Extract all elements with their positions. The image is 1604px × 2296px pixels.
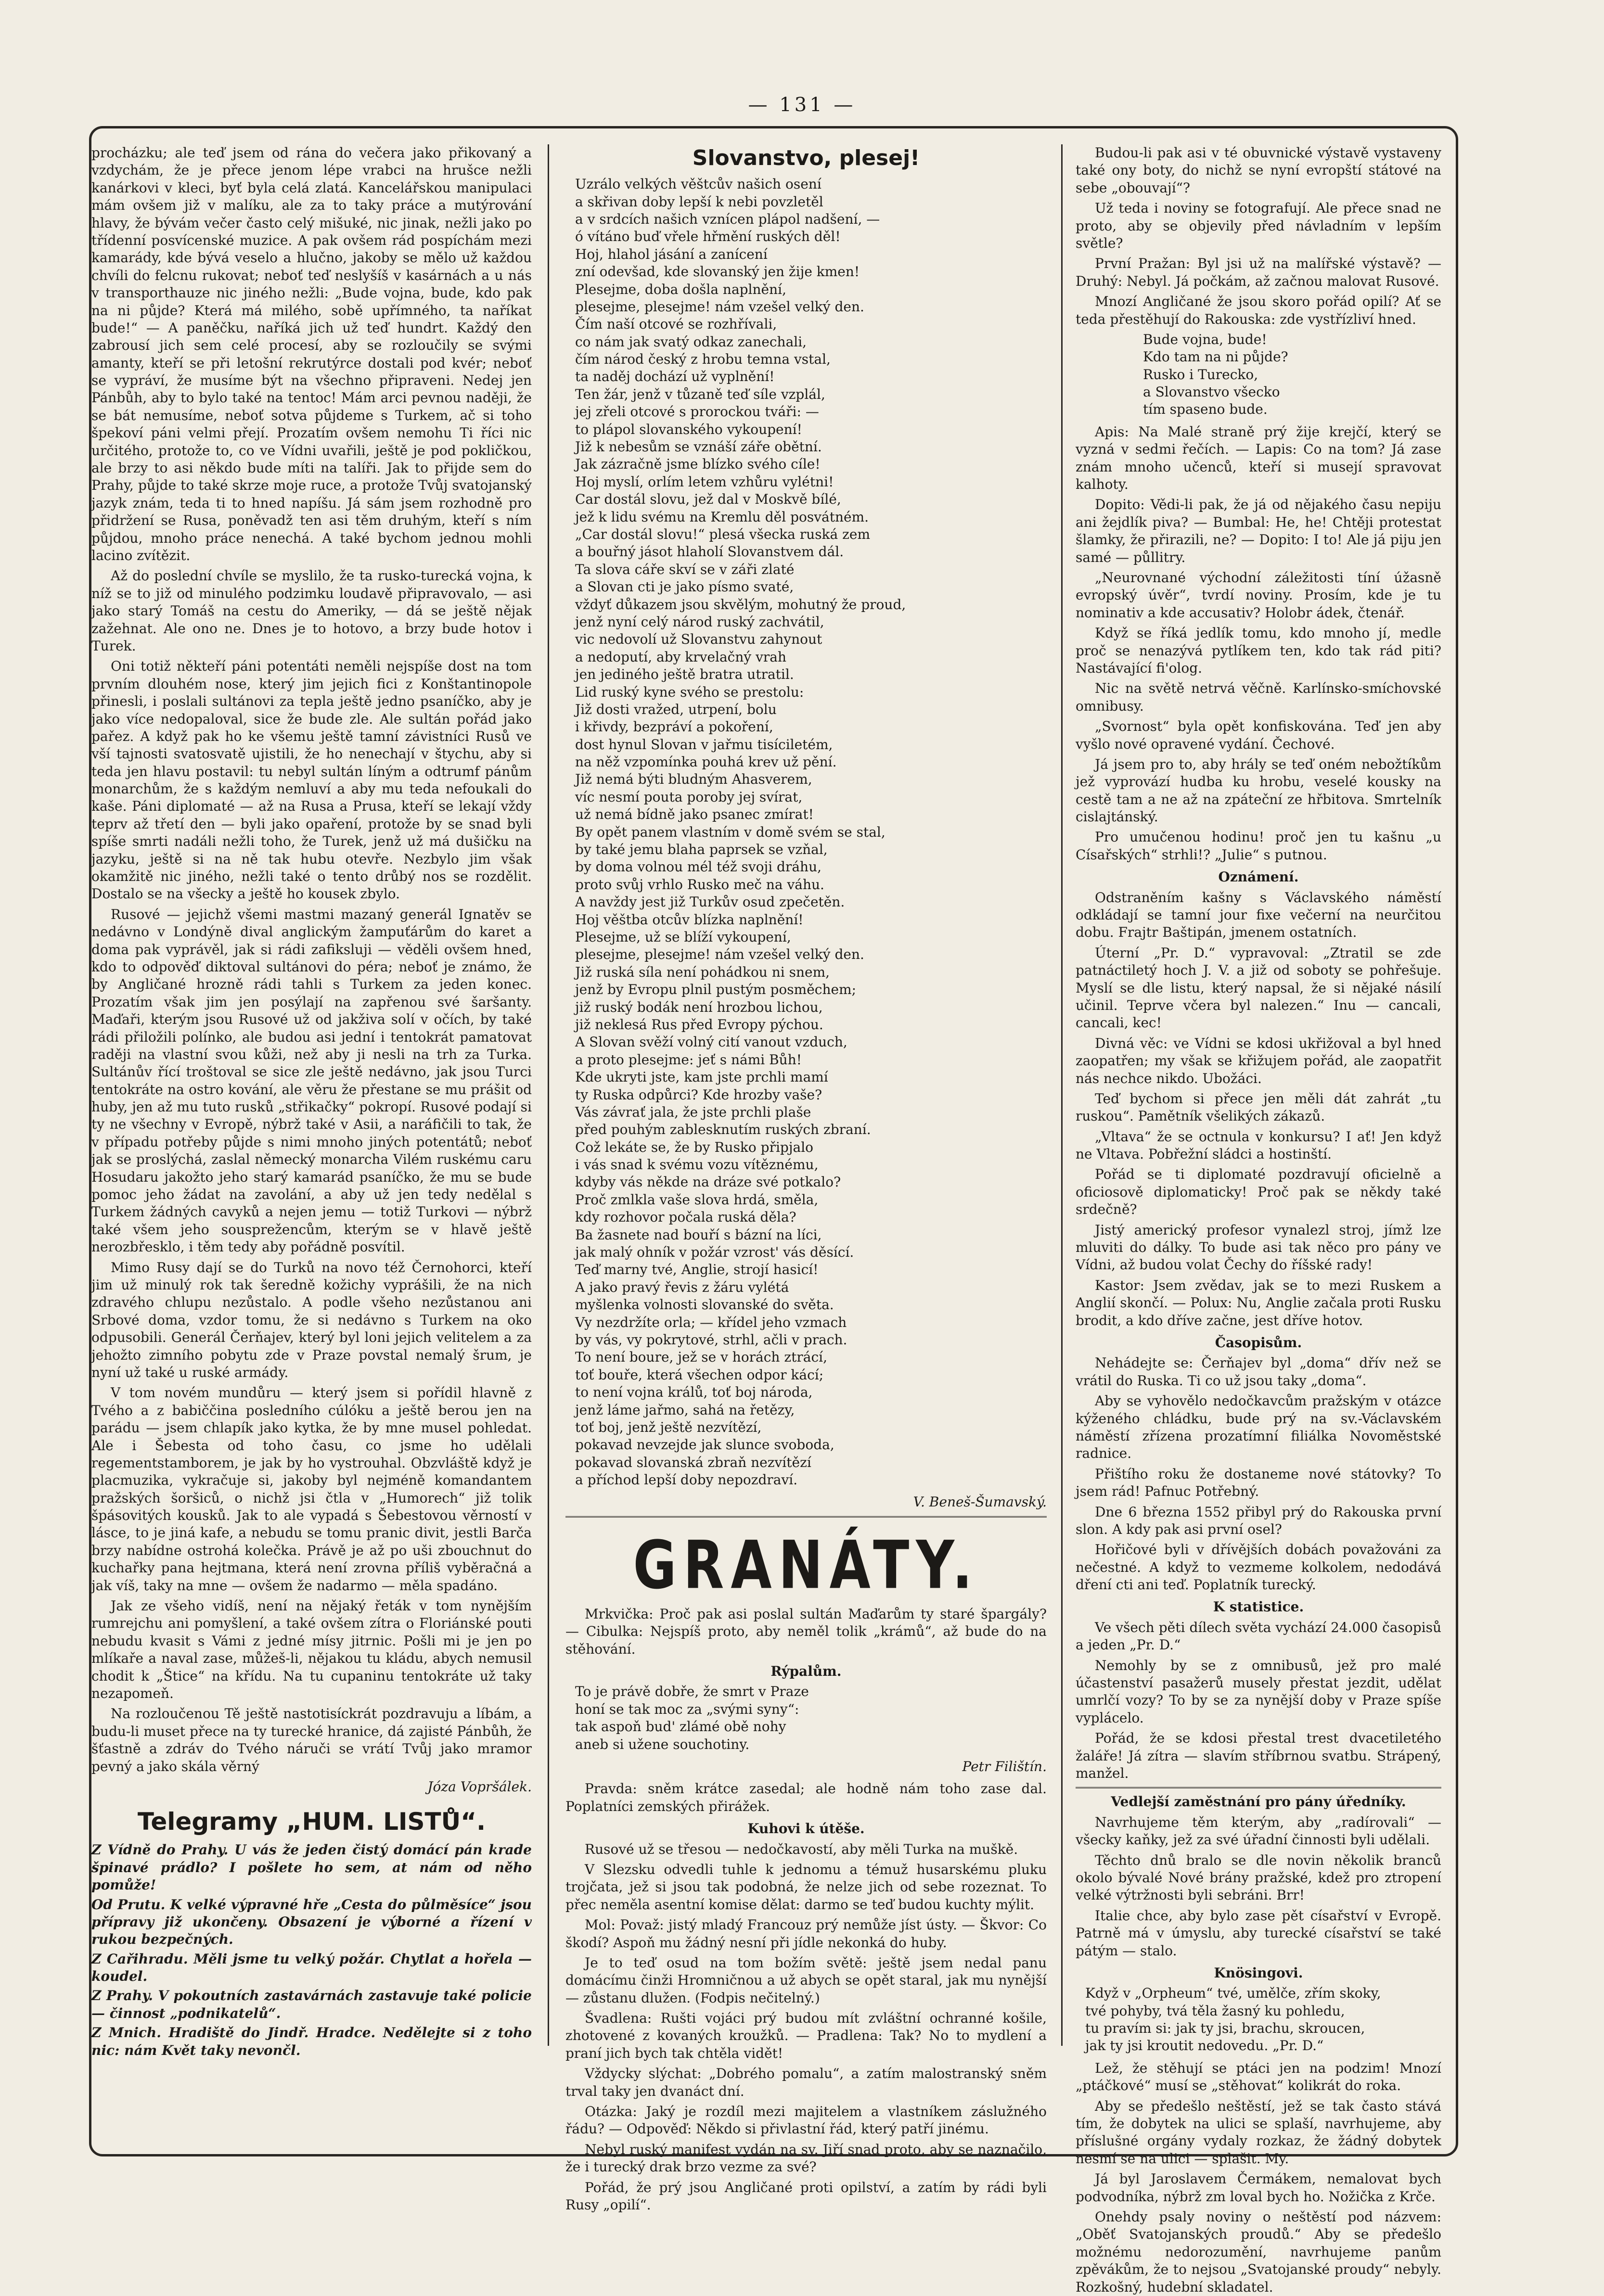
joke-paragraph: Lež, že stěhují se ptáci jen na podzim! Mnozí „ptáčkové“ musí se „stěhovat“ kolikrát do roka. bbox=[1076, 2060, 1441, 2094]
joke-subhead: Rýpalům. bbox=[770, 1663, 842, 1680]
joke-subhead: Časopisům. bbox=[1215, 1335, 1302, 1351]
joke-paragraph: Úterní „Pr. D.“ vypravoval: „Ztratil se zde patnáctiletý hoch J. V. a již od soboty se pohřešuje. Myslí se dle listu, který napsal, že si nějaké násilí učinil. Teprve včera byl nalezen.“ Inu — cancali, cancali, kec! bbox=[1076, 944, 1441, 1031]
poem-line: Vás závrať jala, že jste prchli plaše bbox=[575, 1104, 811, 1120]
poem-author: V. Beneš-Šumavský. bbox=[913, 1494, 1047, 1510]
joke-paragraph: Onehdy psaly noviny o neštěstí pod názvem: „Oběť Svatojanských proudů.“ Aby se předešlo možnému nedorozumění, navrhujeme panům zpěvákům, že to nejsou „Svatojanské proudy“ nebyly. Rozkošný, hudební skladatel. bbox=[1076, 2208, 1441, 2295]
joke-paragraph: Je to teď osud na tom božím světě: ještě jsem nedal panu domácímu činži Hromničnou a už abych se opět staral, jak mu nynější — zůstanu dlužen. (Fodpis nečitelný.) bbox=[565, 1954, 1047, 2006]
column-rule-2 bbox=[1061, 144, 1063, 2046]
telegram-item: Z Prahy. V pokoutních zastavárnách zastavuje také policie — činnost „podnikatelů“. bbox=[91, 1988, 532, 2021]
poem-line: Vy nezdržíte orla; — křídel jeho vzmach bbox=[575, 1314, 847, 1330]
poem-line: a bouřný jásot hlaholí Slovanstvem dál. bbox=[575, 544, 844, 560]
poem-line: Ba žasnete nad bouří s bázní na líci, bbox=[575, 1226, 822, 1243]
poem-line: vic nedovolí už Slovanstvu zahynout bbox=[575, 631, 822, 648]
joke-paragraph: Pořád, že prý jsou Angličané proti opilství, a zatím by rádi byli Rusy „opilí“. bbox=[565, 2179, 1047, 2213]
joke-paragraph: Pořád, že se kdosi přestal trest dvacetiletého žaláře! Já zítra — slavím stříbrnou svatbu. Strápený, manžel. bbox=[1076, 1730, 1441, 1781]
joke-paragraph: Švadlena: Rušti vojáci prý budou mít zvláštní ochranné košile, zhotovené z kovaných kroužků. — Pradlena: Tak? No to mydlení a praní jich bych tak chtěla vidět! bbox=[565, 2010, 1047, 2061]
joke-paragraph: Já byl Jaroslavem Čermákem, nemalovat bych podvodníka, nýbrž zm loval bych ho. Nožička z Krče. bbox=[1076, 2171, 1441, 2205]
letter-paragraph: procházku; ale teď jsem od rána do večera jako přikovaný a vzdychám, že je přece jenom lépe vrabci na hrušce nežli kanárkovi v kleci, byť byla celá zlatá. Kancelářskou manipulaci mám ovšem již v malíku, ale za to taky práce a mutýrování hlavy, že bývám večer často celý mišuké, nic jinak, nežli jako po třídenní posvícenské muzice. A pak ovšem rád pospíchám mezi kamarády, kde bývá veselo a hlučno, jakoby se mělo už každou chvíli do felcnu rukovat; neboť teď neslyšíš v kasárnách a u nás v transporthauze nic jiného nežli: „Bude vojna, bude, kdo pak na ni půjde? Která má milého, sobě upřímného, ta naříkat bude!“ — A paněčku, naříká jich už teď hundrt. Každý den zabrousí jich sem celé procesí, aby se rozloučily se svými amanty, kteří se při letošní rekrutýrce dostali pod kvér; neboť se vypráví, že musíme být na všechno připraveni. Nedej jen Pánbůh, aby to bylo také na tentoc! Mám arci pevnou naději, že se bát nemusíme, neboť sotva půjdeme s Turkem, ač si toho špekoví páni velmi přejí. Prozatím ovšem nemohu Ti říci nic určitého, protože to, co ve Vídni uvařili, ještě je pod pokličkou, ale brzy to asi někdo bude míti na talíři. Jak to přijde sem do Prahy, půjde to také skrze moje ruce, a protože Tvůj svatojanský jazyk znám, teda ti to hned napíšu. Já sám jsem rozhodně pro přidržení se Rusa, poněvadž ten asi těm druhým, kteří s ním půjdou, mnoho práce nenechá. A také bychom jednou mohli lacino zvítězit. bbox=[91, 145, 532, 563]
joke-paragraph: „Svornost“ byla opět konfiskována. Teď jen aby vyšlo nové opravené vydání. Čechové. bbox=[1076, 718, 1441, 752]
telegrams-title: Telegramy „HUM. LISTŮ“. bbox=[137, 1808, 486, 1836]
poem-line: to plápol slovanského vykoupení! bbox=[575, 421, 802, 437]
poem-line: Hoj myslí, orlím letem vzhůru vylétni! bbox=[575, 473, 834, 490]
poem-line: co nám jak svatý odkaz zanechali, bbox=[575, 333, 807, 350]
poem-title: Slovanstvo, plesej! bbox=[692, 146, 920, 170]
joke-paragraph: Jistý americký profesor vynalezl stroj, jímž lze mluviti do dálky. To bude asi tak něco pro pány ve Vídni, až budou volat Čechy do říšské rady! bbox=[1076, 1222, 1441, 1273]
poem-line: tvé pohyby, tvá těla žasný ku pohledu, bbox=[1085, 2003, 1345, 2019]
telegram-item: Z Cařihradu. Měli jsme tu velký požár. Chytlat a hořela — koudel. bbox=[91, 1951, 532, 1985]
joke-paragraph: Pravda: sněm krátce zasedal; ale hodně nám toho zase dal. Poplatníci zemských přirážek. bbox=[565, 1781, 1047, 1814]
poem-line: Bude vojna, bude! bbox=[1143, 331, 1267, 347]
joke-paragraph: V Slezsku odvedli tuhle k jednomu a témuž husarskému pluku trojčata, jež si jsou tak podobná, že nelze jich od sebe rozeznat. To přec neměla asentní komise dělat: darmo se teď budou kuchty mýlit. bbox=[565, 1861, 1047, 1913]
poem-line: Proč zmlkla vaše slova hrdá, směla, bbox=[575, 1191, 819, 1208]
poem-line: toť bouře, která všechen odpor kácí; bbox=[575, 1366, 824, 1383]
poem-line: tu pravím si: jak ty jsi, brachu, skroucen, bbox=[1085, 2020, 1365, 2037]
short-poem bbox=[1076, 1985, 1441, 2055]
poem-line: Plesejme, doba došla naplnění, bbox=[575, 281, 787, 297]
letter-paragraph: Oni totiž někteří páni potentáti neměli nejspíše dost na tom prvním dlouhém nose, který jim jejich fici z Konštantinopole přinesli, i poslali sultánovi za tepla ještě jedno psaníčko, aby je jako více nedopaloval, sice že bude zle. Ale sultán pořád jako pařez. A když pak ho ke všemu ještě tamní závistníci Rusů ve vší tajnosti svatosvatě ujistili, že ho nenechají v štychu, aby si teda jen hlavu postavil: tu nebyl sultán líným a odtrumf pánům monarchům, že s každým nemluví a aby mu teda nefoukali do kaše. Páni diplomaté — až na Rusa a Prusa, kteří se lekají vždy teprv až třetí den — byli jako opaření, protože by se snad byli spíše smrti nadáli nežli toho, že Turek, jenž už má dušičku na jazyku, ještě si na ně tak hubu otevře. Nezbylo jim však okamžitě nic jiného, nežli také o tento drůbý nos se rozdělit. Dostalo se na všecky a ještě ho kousek zbylo. bbox=[91, 658, 532, 902]
joke-paragraph: Těchto dnů bralo se dle novin několik branců okolo bývalé Nové brány pražské, kdež pro ztropení velké výtržnosti byli sebráni. Brr! bbox=[1076, 1852, 1441, 1903]
poem-line: jenž nyní celý národ ruský zachvátil, bbox=[575, 613, 824, 630]
joke-paragraph: Já jsem pro to, aby hrály se teď oném nebožtíkům jež vyprovází hudba ku hrobu, veselé kousky na cestě tam a ne až na zpáteční ze hřbitova. Smrtelník cislajtánský. bbox=[1076, 756, 1441, 825]
poem-line: Hoj, hlahol jásání a zanícení bbox=[575, 246, 768, 262]
joke-subhead: Vedlejší zaměstnání pro pány úředníky. bbox=[1111, 1794, 1406, 1810]
poem-line: ty Ruska odpůrci? Kde hrozby vaše? bbox=[575, 1086, 822, 1103]
poem-line: kdyby vás někde na dráze své potkalo? bbox=[575, 1174, 841, 1190]
poem-line: již neklesá Rus před Evropy pýchou. bbox=[575, 1016, 823, 1033]
poem-line: To není boure, jež se v horách ztrácí, bbox=[575, 1349, 827, 1365]
joke-paragraph: Pro umučenou hodinu! proč jen tu kašnu „u Císařských“ strhli!? „Julie“ s putnou. bbox=[1076, 829, 1441, 863]
poem-line: ta naděj dochází už vyplnění! bbox=[575, 369, 775, 385]
poem-line: ó vítáno buď vřele hřmění ruských děl! bbox=[575, 229, 841, 245]
poem-line: Plesejme, už se blíží vykoupení, bbox=[575, 929, 791, 945]
poem-line: Čím naší otcové se rozhřívali, bbox=[575, 316, 777, 332]
poem-line: a skřivan doby lepší k nebi povzletěl bbox=[575, 193, 823, 210]
telegram-item: Z Mnich. Hradiště do Jindř. Hradce. Nedělejte si z toho nic: nám Květ taky nevončl. bbox=[91, 2025, 532, 2058]
poem-line: Ten žár, jenž v tůzaně teď síle vzplál, bbox=[575, 386, 825, 402]
poem-body bbox=[565, 176, 1047, 1489]
joke-paragraph: Mrkvička: Proč pak asi poslal sultán Maďarům ty staré špargály? — Cibulka: Nejspíš proto, aby neměl tolik „krámů“, až bude do na stěhování. bbox=[565, 1606, 1047, 1657]
joke-subhead: Kuhovi k útěše. bbox=[747, 1821, 865, 1837]
telegram-item: Z Vídně do Prahy. U vás že jeden čistý domácí pán krade špinavé prádlo? I pošlete ho sem, at nám od něho pomůže! bbox=[91, 1842, 532, 1893]
joke-paragraph: „Vltava“ že se octnula v konkursu? I ať! Jen když ne Vltava. Pobřežní sládci a hostinští. bbox=[1076, 1128, 1441, 1162]
joke-paragraph: Kastor: Jsem zvědav, jak se to mezi Ruskem a Anglií skončí. — Polux: Nu, Anglie začala proti Rusku brodit, a kdo dříve začne, jest dříve hotov. bbox=[1076, 1277, 1441, 1328]
joke-subhead: K statistice. bbox=[1213, 1599, 1304, 1615]
poem-line: jak malý ohník v požár vzrost' vás děsící. bbox=[575, 1244, 854, 1261]
page-number: — 131 — bbox=[748, 94, 856, 116]
poem-line: plesejme, plesejme! nám vzešel velký den. bbox=[575, 946, 864, 963]
poem-line: Již ruská síla není pohádkou ni snem, bbox=[575, 964, 830, 980]
poem-line: jen jediného ještě bratra utratil. bbox=[575, 666, 794, 683]
poem-line: by vás, vy pokrytové, strhl, ačli v prach. bbox=[575, 1331, 847, 1348]
joke-paragraph: Nemohly by se z omnibusů, jež pro malé účastenství pasažerů musely přestat jezdit, udělat umrlčí vozy? To by se za nynější doby v Praze spíše vyplácelo. bbox=[1076, 1657, 1441, 1726]
joke-subhead: Knösingovi. bbox=[1214, 1964, 1303, 1981]
poem-line: Rusko i Turecko, bbox=[1143, 366, 1258, 383]
poem-line: pokavad slovanská zbraň nezvítězí bbox=[575, 1454, 811, 1470]
poem-line: To je právě dobře, že smrt v Praze bbox=[575, 1684, 809, 1700]
poem-line: A jako pravý řevis z žáru vylétá bbox=[575, 1279, 789, 1295]
poem-line: myšlenka volnosti slovanské do světa. bbox=[575, 1297, 834, 1313]
letter-paragraph: Na rozloučenou Tě ještě nastotisíckrát pozdravuju a líbám, a budu-li muset přece na ty turecké hranice, dá zajisté Pánbůh, že šťastně a zdráv do Tvého náruči se vrátí Tvůj jako mramor pevný a jako skála věrný bbox=[91, 1706, 532, 1774]
poem-line: víc nesmí pouta poroby jej svírat, bbox=[575, 789, 803, 805]
poem-line: i křivdy, bezpráví a pokoření, bbox=[575, 719, 773, 735]
letter-paragraph: Jak ze všeho vidíš, není na nějaký řeták v tom nynějším rumrejchu ani pomyšlení, a také ovšem zítra o Floriánské pouti nebudu kvasit s Vámi z jedné mísy jitrnic. Pošli mi je jen po mlíkaře a naval zase, můžeš-li, nějakou tu kládu, abych nemusil chodit k „Štice“ na křídu. Na tu cupaninu tentokráte už taky nezapomeň. bbox=[91, 1598, 532, 1701]
joke-paragraph: Už teda i noviny se fotografují. Ale přece snad ne proto, aby se objevily před návladním v lepším světle? bbox=[1076, 200, 1441, 251]
joke-paragraph: Odstraněním kašny s Václavského náměstí odkládají se tamní jour fixe večerní na neurčitou dobu. Frajtr Baštipán, jmenem ostatních. bbox=[1076, 889, 1441, 941]
poem-line: honí se tak moc za „svými syny“: bbox=[575, 1701, 799, 1717]
joke-paragraph: Apis: Na Malé straně prý žije krejčí, který se vyzná v sedmi řečích. — Lapis: Co na tom? Já zase znám mnoho učenců, kteří si musejí spravovat kalhoty. bbox=[1076, 423, 1441, 493]
poem-line: Jak zázračně jsme blízko svého cíle! bbox=[575, 456, 821, 472]
column-2 bbox=[565, 144, 1047, 2213]
poem-line: jenž by Evropu plnil pustým posměchem; bbox=[575, 982, 857, 998]
poem-line: A navždy jest již Turkův osud zpečetěn. bbox=[575, 894, 845, 910]
column-1 bbox=[91, 144, 532, 2128]
poem-line: jenž láme jařmo, sahá na řetězy, bbox=[575, 1402, 795, 1418]
poem-line: toť boj, jenž ještě nezvítězí, bbox=[575, 1419, 762, 1435]
letter-paragraph: Až do poslední chvíle se myslilo, že ta rusko-turecká vojna, k níž se to již od minulého podzimku loudavě připravovalo, — asi jako starý Tomáš na cestu do Ameriky, — dá se ještě nějak zažehnat. Ale ono ne. Dnes je to hotovo, a brzy bude hotov i Turek. bbox=[91, 568, 532, 654]
poem-line: Uzrálo velkých věštcův našich osení bbox=[575, 176, 821, 192]
poem-line: čím národ český z hrobu temna vstal, bbox=[575, 351, 831, 368]
poem-line: tak aspoň bud' zlámé obě nohy bbox=[575, 1719, 786, 1735]
joke-paragraph: Divná věc: ve Vídni se kdosi ukřižoval a byl hned zaopatřen; my však se křižujem pořád, ale zaopatřit nás nechce nikdo. Ubožáci. bbox=[1076, 1035, 1441, 1086]
poem-line: by doma volnou mél též svoji dráhu, bbox=[575, 859, 822, 875]
joke-paragraph: „Neurovnané východní záležitosti tíní úžasně evropský úvěr“, tvrdí noviny. Prosím, kde je tu nominativ a kde accusativ? Holobr ádek, čtenář. bbox=[1076, 569, 1441, 621]
poem-line: plesejme, plesejme! nám vzešel velký den. bbox=[575, 298, 864, 315]
poem-line: Ta slova cáře skví se v záři zlaté bbox=[575, 561, 795, 577]
joke-paragraph: Teď bychom si přece jen měli dát zahrát „tu ruskou“. Pamětník všelikých zákazů. bbox=[1076, 1090, 1441, 1124]
poem-line: pokavad nevzejde jak slunce svoboda, bbox=[575, 1437, 834, 1453]
poem-line: By opět panem vlastním v domě svém se stal, bbox=[575, 824, 885, 840]
joke-paragraph: Italie chce, aby bylo zase pět císařství v Evropě. Patrně má v úmyslu, aby turecké císařství se také pátým — stalo. bbox=[1076, 1907, 1441, 1959]
poem-line: a proto plesejme: jeť s námi Bůh! bbox=[575, 1051, 802, 1068]
poem-line: jež k lidu svému na Kremlu děl posvátném. bbox=[575, 509, 869, 525]
poem-line: kdy rozhovor počala ruská děla? bbox=[575, 1209, 796, 1225]
joke-paragraph: Pořád se ti diplomaté pozdravují oficielně a oficiosově diplomaticky! Proč pak se někdy také srdečně? bbox=[1076, 1166, 1441, 1218]
joke-paragraph: Nic na světě netrvá věčně. Karlínsko-smíchovské omnibusy. bbox=[1076, 680, 1441, 714]
poem-line: tím spaseno bude. bbox=[1143, 401, 1268, 418]
poem-line: aneb si užene souchotiny. bbox=[575, 1736, 750, 1752]
joke-paragraph: Dopito: Vědi-li pak, že já od nějakého času nepiju ani žejdlík piva? — Bumbal: He, he! Chtěji protestat šlamky, že přirazili, ne? — Dopito: I to! Ale já piju jen samé — půllitry. bbox=[1076, 497, 1441, 565]
joke-paragraph: Aby se vyhovělo nedočkavcům pražským v otázce kýženého chládku, bude prý na sv.-Václavském náměstí zřízena prozatímní filiálka Novoměstské radnice. bbox=[1076, 1393, 1441, 1462]
poem-line: Hoj věštba otcův blízka naplnění! bbox=[575, 911, 804, 928]
poem-line: Teď marny tvé, Anglie, strojí hasicí! bbox=[575, 1262, 819, 1278]
poem-line: Kdo tam na ni půjde? bbox=[1143, 349, 1288, 365]
joke-paragraph: Když se říká jedlík tomu, kdo mnoho jí, medle proč se nenazývá pytlíkem ten, kdo tak rád piti? Nastávající fi'olog. bbox=[1076, 625, 1441, 676]
letter-paragraph: Rusové — jejichž všemi mastmi mazaný generál Ignatěv se nedávno v Londýně dival anglickým žampuťárům do karet a doma pak vyprávěl, jak si rádi zafiksluji — věděli ovšem hned, kdo to odpověď diktoval sultánovi do péra; neboť je známo, že by Angličané hrozně rádi tahli s Turkem za jeden konec. Prozatím však jim jen posýlají na zapřenou své šaršanty. Maďaři, kterým jsou Rusové už od jakživa solí v očích, by také rádi přiložili polínko, ale budou asi jední i tentokrát pamatovat raději na vlastní svou kůži, než aby ji nesli na trh za Turka. Sultánův řící troštoval se sice zle ještě nedávno, jak jsou Turci tentokráte na ostro kování, ale věru že přestane se mu prášit od huby, jen až mu tuto rusků „střikačky“ pokropí. Rusové podají si ty ne všechny v Evropě, nýbrž také v Asii, a naráfičili to tak, že v případu potřeby půjde s nimi mnoho jiných potentátů; neboť jak se proslýchá, zaslal německý monarcha Vilém ruskému caru Hosudaru jakožto jeho starý kamarád psaníčko, že mu se bude pomoc jeho žádat na zavolání, a aby už jen tedy nedělal s Turkem žádných cavyků a nejen jemu — totiž Turkovi — nýbrž také všem jeho sousprežencům, kterým se v hlavě ještě nerozbřesklo, i těm tedy aby pořádně posvítil. bbox=[91, 906, 532, 1255]
poem-author: Petr Filištín. bbox=[962, 1759, 1047, 1774]
letter-paragraph: V tom novém mundůru — který jsem si pořídil hlavně z Tvého a z babiččina posledního cúlóku a ještě berou jen na parádu — jsem chlapík jako kytka, že by mne musel pohledat. Ale i Šebesta od toho času, co jsme ho udělali regementstamborem, je jak by ho vystrouhal. Obzvláště když je placmuzika, vykračuje si, jakoby byl nejméně komandantem pražských šoršiců, o nichž jsi čtla v „Humorech“ již tolik špásovitých kousků. Jak to ale vypadá s Šebestovou věrností v lásce, to je jiná kafe, a nebudu se tomu pranic divit, jestli Barča brzy nabídne ostrohá kolečka. Právě je až po uši zbouchnut do kuchařky pana hejtmana, která není zrovna příliš vyběračná a jak víš, taky na mne — ovšem že nadarmo — měla spadáno. bbox=[91, 1385, 532, 1594]
poem-line: jej zřeli otcové s prorockou tváři: — bbox=[575, 404, 819, 420]
poem-line: dost hynul Slovan v jařmu tisíciletém, bbox=[575, 736, 833, 753]
joke-paragraph: Aby se předešlo neštěstí, jež se tak často stává tím, že dobytek na ulici se splaší, navrhujeme, aby příslušné orgány vydaly rozkaz, že žádný dobytek nesmí se na ulici — splašit. My. bbox=[1076, 2098, 1441, 2167]
joke-paragraph: Mol: Považ: jistý mladý Francouz prý nemůže jíst ústy. — Škvor: Co škodí? Aspoň mu žádný nesní při jídle nekonká do huby. bbox=[565, 1917, 1047, 1951]
poem-line: „Car dostál slovu!“ plesá všecka ruská zem bbox=[575, 526, 870, 542]
poem-line: jak ty jsi kroutit nedovedu. „Pr. D.“ bbox=[1085, 2038, 1324, 2054]
poem-line: to není vojna králů, toť boj národa, bbox=[575, 1384, 813, 1401]
joke-paragraph: Vždycky slýchat: „Dobrého pomalu“, a zatím malostranský sněm trval taky jen dvanáct dní. bbox=[565, 2066, 1047, 2099]
poem-line: a nedoputí, aby krvelačný vrah bbox=[575, 649, 787, 665]
poem-line: vždyť důkazem jsou skvělým, mohutný že proud, bbox=[575, 596, 906, 612]
poem-line: a v srdcích našich vznícen plápol nadšení, — bbox=[575, 211, 880, 227]
poem-line: a Slovan cti je jako písmo svaté, bbox=[575, 579, 794, 595]
short-poem bbox=[565, 1683, 1047, 1753]
joke-paragraph: Rusové už se třesou — nedočkavostí, aby měli Turka na muškě. bbox=[585, 1841, 1018, 1857]
letter-paragraph: Mimo Rusy dají se do Turků na novo též Černohorci, kteří jim už minulý rok tak šeredně kožichy vyprášili, že na nich zdravého chlupu nezůstalo. A podle všeho nezůstanou ani Srbové doma, vzdor tomu, že si nedávno s Turkem na oko odpusobili. Generál Čerňajev, který byl loni jejich velitelem a za jehožto zimního pobytu zde v Praze povstal nemalý šrum, je nyní už také u ruské armády. bbox=[91, 1259, 532, 1380]
poem-line: před pouhým zablesknutím ruských zbraní. bbox=[575, 1122, 871, 1138]
poem-line: Když v „Orpheum“ tvé, umělče, zřím skoky, bbox=[1085, 1985, 1381, 2002]
poem-line: Již nemá býti bludným Ahasverem, bbox=[575, 771, 812, 788]
joke-paragraph: První Pražan: Byl jsi už na malířské výstavě? — Druhý: Nebyl. Já počkám, až začnou malovat Rusové. bbox=[1076, 255, 1441, 289]
column-rule-1 bbox=[548, 144, 549, 2046]
section-divider bbox=[1076, 1787, 1441, 1788]
telegram-item: Od Prutu. K velké výpravné hře „Cesta do půlměsíce“ jsou přípravy již ukončeny. Obsazení je výborné a řízení v rukou bezpečných. bbox=[91, 1896, 532, 1948]
poem-line: Což lekáte se, že by Rusko připjalo bbox=[575, 1139, 814, 1155]
joke-paragraph: Přištího roku že dostaneme nové státovky? To jsem rád! Pafnuc Potřebný. bbox=[1076, 1466, 1441, 1500]
poem-line: Již dosti vražed, utrpení, bolu bbox=[575, 701, 777, 717]
joke-paragraph: Dne 6 března 1552 přibyl prý do Rakouska první slon. A kdy pak asi první osel? bbox=[1076, 1504, 1441, 1537]
poem-line: i vás snad k svému vozu vítěznému, bbox=[575, 1157, 819, 1173]
short-poem bbox=[1076, 331, 1441, 419]
granaty-heading: GRANÁTY. bbox=[633, 1526, 979, 1604]
poem-line: Kde ukryti jste, kam jste prchli mamí bbox=[575, 1069, 828, 1085]
poem-line: Lid ruský kyne svého se prestolu: bbox=[575, 684, 804, 700]
poem-line: a příchod lepší doby nepozdraví. bbox=[575, 1472, 798, 1488]
poem-line: už nemá bídně jako psanec zmírat! bbox=[575, 806, 814, 823]
joke-paragraph: Navrhujeme těm kterým, aby „radírovali“ — všecky kaňky, jež za své úřadní činnosti byli udělali. bbox=[1076, 1814, 1441, 1848]
poem-line: na něž vzpomínka pouhá krev už pění. bbox=[575, 754, 837, 770]
joke-paragraph: Hořičové byli v dřívějších dobách považováni za nečestné. A když to vezmeme kolkolem, nedodává dření cti ani teď. Poplatník turecký. bbox=[1076, 1542, 1441, 1593]
poem-line: Car dostál slovu, jež dal v Moskvě bílé, bbox=[575, 491, 841, 508]
poem-line: by také jemu blaha paprsek se vzňal, bbox=[575, 842, 828, 858]
poem-line: již ruský bodák není hrozbou lichou, bbox=[575, 999, 823, 1015]
joke-subhead: Oznámení. bbox=[1218, 869, 1299, 885]
joke-paragraph: Ve všech pěti dílech světa vychází 24.000 časopisů a jeden „Pr. D.“ bbox=[1076, 1619, 1441, 1653]
section-divider bbox=[565, 1516, 1047, 1518]
joke-paragraph: Nebyl ruský manifest vydán na sv. Jiří snad proto, aby se naznačilo, že i turecký drak brzo vezme za své? bbox=[565, 2141, 1047, 2175]
joke-paragraph: Otázka: Jaký je rozdíl mezi majitelem a vlastníkem záslužného řádu? — Odpověď: Někdo si přivlastní řád, který patří jinému. bbox=[565, 2104, 1047, 2137]
joke-paragraph: Budou-li pak asi v té obuvnické výstavě vystaveny také ony boty, do nichž se nyní evropští státové na sebe „obouvají“? bbox=[1076, 145, 1441, 196]
letter-signature: Józa Vopršálek. bbox=[427, 1778, 532, 1795]
poem-line: a Slovanstvo všecko bbox=[1143, 384, 1280, 400]
poem-line: Již k nebesům se vznáší záře obětní. bbox=[575, 439, 822, 455]
joke-paragraph: Nehádejte se: Čerňajev byl „doma“ dřív než se vrátil do Ruska. Ti co už jsou taky „doma“. bbox=[1076, 1355, 1441, 1389]
poem-line: A Slovan svěží volný cití vanout vzduch, bbox=[575, 1034, 847, 1050]
joke-paragraph: Mnozí Angličané že jsou skoro pořád opilí? Ať se teda přestěhují do Rakouska: zde vystřízliví hned. bbox=[1076, 293, 1441, 327]
poem-line: zní odevšad, kde slovanský jen žije kmen! bbox=[575, 264, 860, 280]
poem-line: proto svůj vrhlo Rusko meč na váhu. bbox=[575, 876, 824, 893]
column-3 bbox=[1076, 144, 1441, 2295]
